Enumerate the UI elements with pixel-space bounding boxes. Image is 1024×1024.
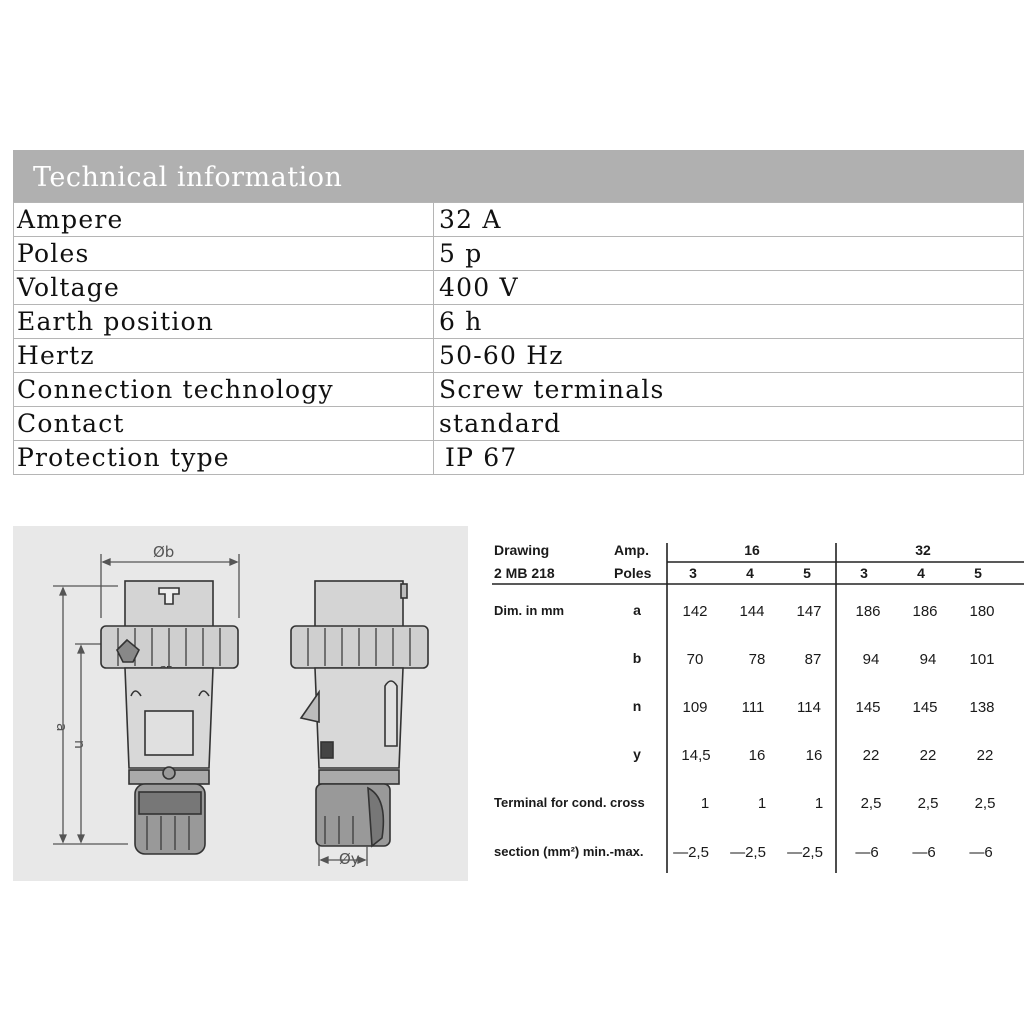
table-cell: 138	[969, 699, 995, 716]
table-cell: —2,5	[730, 844, 766, 861]
drawing-label: Drawing	[494, 542, 550, 558]
row-value: 32 A	[434, 203, 1024, 237]
technical-table	[13, 202, 1024, 475]
table-cell: 142	[682, 603, 708, 620]
table-row	[14, 339, 1024, 373]
table-cell: 114	[797, 699, 821, 716]
table-cell: 111	[741, 699, 765, 716]
table-cell: 101	[969, 651, 995, 668]
poles-cell: 3	[689, 565, 697, 581]
row-label: Voltage	[14, 271, 434, 305]
table-cell: 1	[757, 795, 767, 812]
row-value: Screw terminals	[434, 373, 1024, 407]
connector-front-view	[101, 581, 238, 854]
table-cell: 94	[862, 651, 880, 668]
terminal-label: Terminal for cond. cross	[494, 795, 645, 810]
table-cell: 16	[805, 747, 823, 764]
section-label: section (mm²) min.-max.	[494, 844, 644, 859]
table-cell: 2,5	[974, 795, 996, 812]
table-cell: —2,5	[673, 844, 709, 861]
table-cell: 22	[919, 747, 937, 764]
table-row	[14, 441, 1024, 475]
row-label: Hertz	[14, 339, 434, 373]
table-cell: 2,5	[860, 795, 882, 812]
row-key: n	[632, 698, 642, 714]
table-row	[633, 602, 994, 620]
technical-information-header: Technical information	[13, 150, 1024, 202]
table-cell: 14,5	[681, 747, 711, 764]
table-cell: 144	[739, 603, 765, 620]
poles-label: Poles	[614, 565, 652, 581]
table-row	[14, 237, 1024, 271]
amp-16: 16	[744, 542, 760, 558]
row-key: a	[633, 602, 641, 618]
table-cell: 22	[862, 747, 880, 764]
amp-32: 32	[915, 542, 931, 558]
table-cell: 78	[748, 651, 766, 668]
poles-cell: 5	[803, 565, 811, 581]
table-cell: 1	[700, 795, 710, 812]
amp-label: Amp.	[614, 542, 649, 558]
table-row	[14, 305, 1024, 339]
poles-cell: 4	[917, 565, 925, 581]
table-row	[14, 373, 1024, 407]
table-cell: 1	[814, 795, 824, 812]
table-cell: 180	[969, 603, 995, 620]
drawing-code: 2 MB 218	[494, 565, 555, 581]
row-value: standard	[434, 407, 1024, 441]
dim-y-label: Øy	[339, 850, 360, 868]
row-value: IP 67	[434, 441, 1024, 475]
table-cell: 147	[796, 603, 822, 620]
table-row	[633, 650, 995, 668]
dimension-n	[71, 644, 113, 842]
row-value: 50-60 Hz	[434, 339, 1024, 373]
table-cell: 70	[686, 651, 704, 668]
dim-a-label: a	[53, 723, 69, 732]
dimension-table	[480, 527, 1024, 877]
row-key: y	[633, 746, 641, 762]
table-row	[633, 746, 993, 764]
table-cell: —2,5	[787, 844, 823, 861]
poles-cell: 3	[860, 565, 868, 581]
table-cell: —6	[912, 844, 936, 861]
table-cell: 22	[976, 747, 994, 764]
row-value: 400 V	[434, 271, 1024, 305]
table-row	[14, 203, 1024, 237]
poles-cell: 5	[974, 565, 982, 581]
table-cell: 186	[855, 603, 881, 620]
dim-n-label: n	[71, 740, 87, 749]
connector-drawing-svg	[13, 526, 468, 881]
dim-b-label: Øb	[153, 543, 175, 561]
table-cell: 109	[682, 699, 708, 716]
table-cell: 145	[855, 699, 881, 716]
dim-label: Dim. in mm	[494, 603, 565, 618]
row-label: Ampere	[14, 203, 434, 237]
table-row	[14, 271, 1024, 305]
table-row	[14, 407, 1024, 441]
row-label: Connection technology	[14, 373, 434, 407]
table-cell: —6	[969, 844, 993, 861]
poles-cell: 4	[746, 565, 754, 581]
section-row	[494, 844, 993, 861]
terminal-row	[494, 795, 995, 812]
technical-information	[13, 150, 1024, 475]
technical-drawing	[13, 526, 468, 881]
dimension-a	[53, 586, 128, 844]
connector-side-view	[291, 581, 428, 846]
row-label: Contact	[14, 407, 434, 441]
row-value: 5 p	[434, 237, 1024, 271]
table-cell: —6	[855, 844, 879, 861]
table-cell: 2,5	[917, 795, 939, 812]
table-cell: 94	[919, 651, 937, 668]
dimension-y	[319, 846, 367, 868]
table-cell: 87	[804, 651, 822, 668]
table-cell: 145	[912, 699, 938, 716]
row-label: Protection type	[14, 441, 434, 475]
row-key: b	[632, 650, 642, 666]
row-label: Poles	[14, 237, 434, 271]
table-cell: 186	[912, 603, 938, 620]
row-value: 6 h	[434, 305, 1024, 339]
table-row	[633, 698, 995, 716]
dimension-table-svg	[480, 527, 1024, 877]
table-cell: 16	[748, 747, 766, 764]
row-label: Earth position	[14, 305, 434, 339]
